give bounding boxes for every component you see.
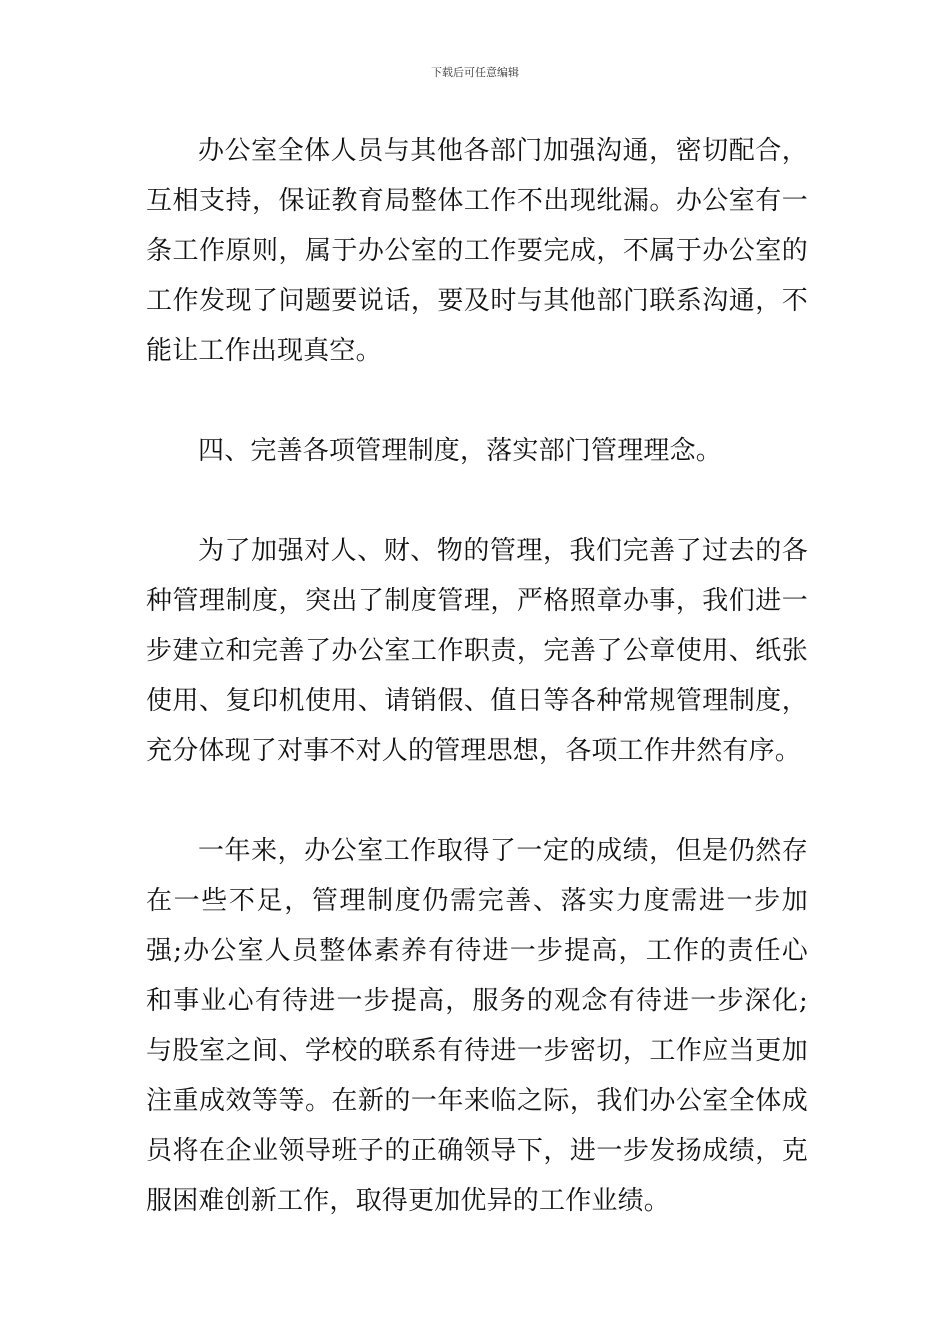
paragraph-year-summary: 一年来，办公室工作取得了一定的成绩，但是仍然存在一些不足，管理制度仍需完善、落实力度需进一步加强;办公室人员整体素养有待进一步提高，工作的责任心和事业心有待进一步提高，服务的观念有待进一步深化;与股室之间、学校的联系有待进一步密切，工作应当更加注重成效等等。在新的一年来临之际，我们办公室全体成员将在企业领导班子的正确领导下，进一步发扬成绩，克服困难创新工作，取得更加优异的工作业绩。: [146, 836, 808, 1216]
document-body: [146, 126, 808, 1226]
paragraph-communication: 办公室全体人员与其他各部门加强沟通，密切配合，互相支持，保证教育局整体工作不出现纰漏。办公室有一条工作原则，属于办公室的工作要完成，不属于办公室的工作发现了问题要说话，要及时与其他部门联系沟通，不能让工作出现真空。: [146, 136, 808, 366]
section-heading-4: 四、完善各项管理制度，落实部门管理理念。: [198, 436, 723, 466]
paragraph-management-systems: 为了加强对人、财、物的管理，我们完善了过去的各种管理制度，突出了制度管理，严格照章办事，我们进一步建立和完善了办公室工作职责，完善了公章使用、纸张使用、复印机使用、请销假、值日等各种常规管理制度，充分体现了对事不对人的管理思想，各项工作井然有序。: [146, 536, 808, 766]
page-header-note: 下载后可任意编辑: [431, 66, 519, 79]
